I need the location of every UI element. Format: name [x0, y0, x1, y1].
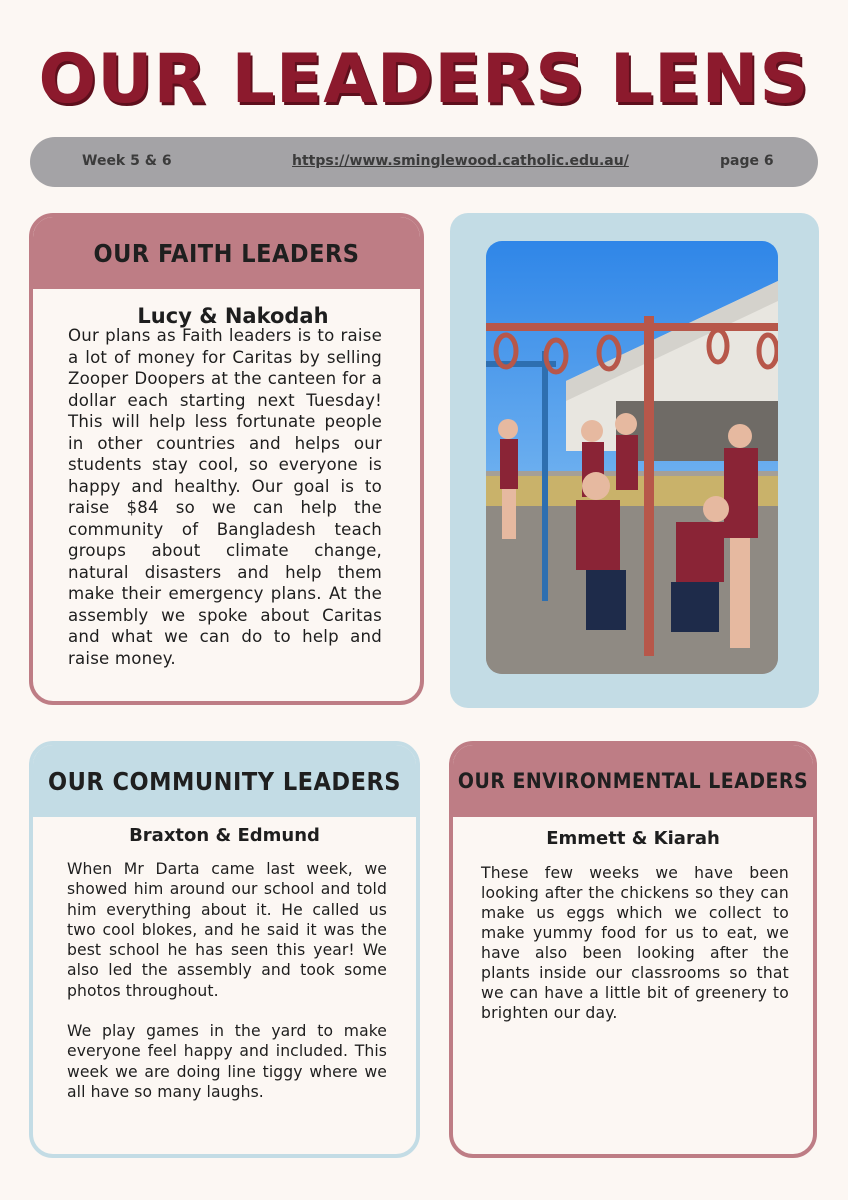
community-leaders-text: [67, 859, 387, 1102]
page-title: OUR LEADERS LENS: [38, 40, 810, 119]
photo-panel: [450, 213, 819, 708]
environmental-leaders-card: [449, 741, 817, 1158]
school-url-link[interactable]: https://www.sminglewood.catholic.edu.au/: [292, 153, 629, 169]
faith-leaders-names: Lucy & Nakodah: [137, 304, 329, 328]
faith-leaders-text: Our plans as Faith leaders is to raise a lot of money for Caritas by selling Zooper Doopers at the canteen for a dollar each starting next Tuesday! This will help less fortunate people in other countries and helps our students stay cool, so everyone is happy and healthy. Our goal is to raise $84 so we can help the community of Bangladesh teach groups about climate change, natural disasters and help them make their emergency plans. At the assembly we spoke about Caritas and what we can do to help and raise money.: [68, 326, 382, 668]
community-leaders-heading: OUR COMMUNITY LEADERS: [33, 745, 416, 817]
week-label: Week 5 & 6: [82, 153, 172, 169]
community-paragraph-1: When Mr Darta came last week, we showed him around our school and told him everything about it. He called us two cool blokes, and he said it was the best school he has seen this year! We also led the assembly and took some photos throughout.: [67, 860, 387, 1000]
info-bar: [30, 137, 818, 187]
community-leaders-card: [29, 741, 420, 1158]
students-photo: [486, 241, 778, 674]
community-paragraph-2: We play games in the yard to make everyone feel happy and included. This week we are doing line tiggy where we all have so many laughs.: [67, 1022, 387, 1101]
environmental-leaders-names: Emmett & Kiarah: [546, 828, 720, 849]
community-leaders-names: Braxton & Edmund: [129, 825, 320, 846]
environmental-leaders-text: These few weeks we have been looking after the chickens so they can make us eggs which we collect to make yummy food for us to eat, we have also been looking after the plants inside our classrooms so that we can have a little bit of greenery to brighten our day.: [481, 864, 789, 1022]
page-number: page 6: [720, 153, 774, 169]
faith-leaders-card: [29, 213, 424, 705]
faith-leaders-heading: OUR FAITH LEADERS: [33, 217, 420, 289]
environmental-leaders-heading: OUR ENVIRONMENTAL LEADERS: [453, 745, 813, 817]
